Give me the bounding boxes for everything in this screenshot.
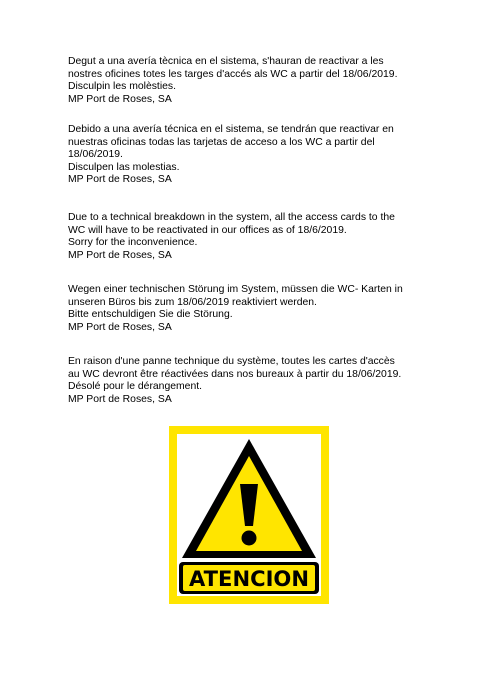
notice-german	[68, 284, 440, 334]
notice-line: En raison d'une panne technique du système, toutes les cartes d'accès	[68, 356, 395, 367]
notice-line: Due to a technical breakdown in the system, all the access cards to the	[68, 212, 395, 223]
notice-line: Désolé pour le dérangement.	[68, 381, 203, 393]
notice-signature: MP Port de Roses, SA	[68, 393, 172, 405]
notice-line: WC will have to be reactivated in our offices as of 18/6/2019.	[68, 224, 347, 236]
notice-signature: MP Port de Roses, SA	[68, 174, 172, 186]
notice-line: Sorry for the inconvenience.	[68, 237, 198, 249]
notice-line: Disculpen las molestias.	[68, 161, 180, 173]
notice-line: nostres oficines totes les targes d'accés als WC a partir del 18/06/2019.	[68, 68, 398, 80]
notice-signature: MP Port de Roses, SA	[68, 93, 172, 105]
notice-line: Degut a una avería tècnica en el sistema, s'hauran de reactivar a les	[68, 56, 384, 67]
sign-label: ATENCION	[189, 567, 309, 591]
notice-line: unseren Büros bis zum 18/06/2019 reaktiviert werden.	[68, 296, 317, 308]
notice-catalan	[68, 56, 440, 106]
notice-spanish	[68, 124, 440, 187]
warning-sign	[169, 426, 329, 604]
notice-line: 18/06/2019.	[68, 149, 123, 161]
notice-signature: MP Port de Roses, SA	[68, 249, 172, 261]
notice-line: Bitte entschuldigen Sie die Störung.	[68, 309, 233, 321]
notice-line: Wegen einer technischen Störung im System, müssen die WC- Karten in	[68, 284, 403, 295]
notice-signature: MP Port de Roses, SA	[68, 321, 172, 333]
notice-line: Disculpin les molèsties.	[68, 81, 176, 93]
notice-french	[68, 356, 440, 406]
notice-line: nuestras oficinas todas las tarjetas de acceso a los WC a partir del	[68, 136, 375, 148]
notice-line: au WC devront être réactivées dans nos bureaux à partir du 18/06/2019.	[68, 368, 402, 380]
notice-english	[68, 212, 440, 262]
notice-line: Debido a una avería técnica en el sistema, se tendrán que reactivar en	[68, 124, 394, 135]
